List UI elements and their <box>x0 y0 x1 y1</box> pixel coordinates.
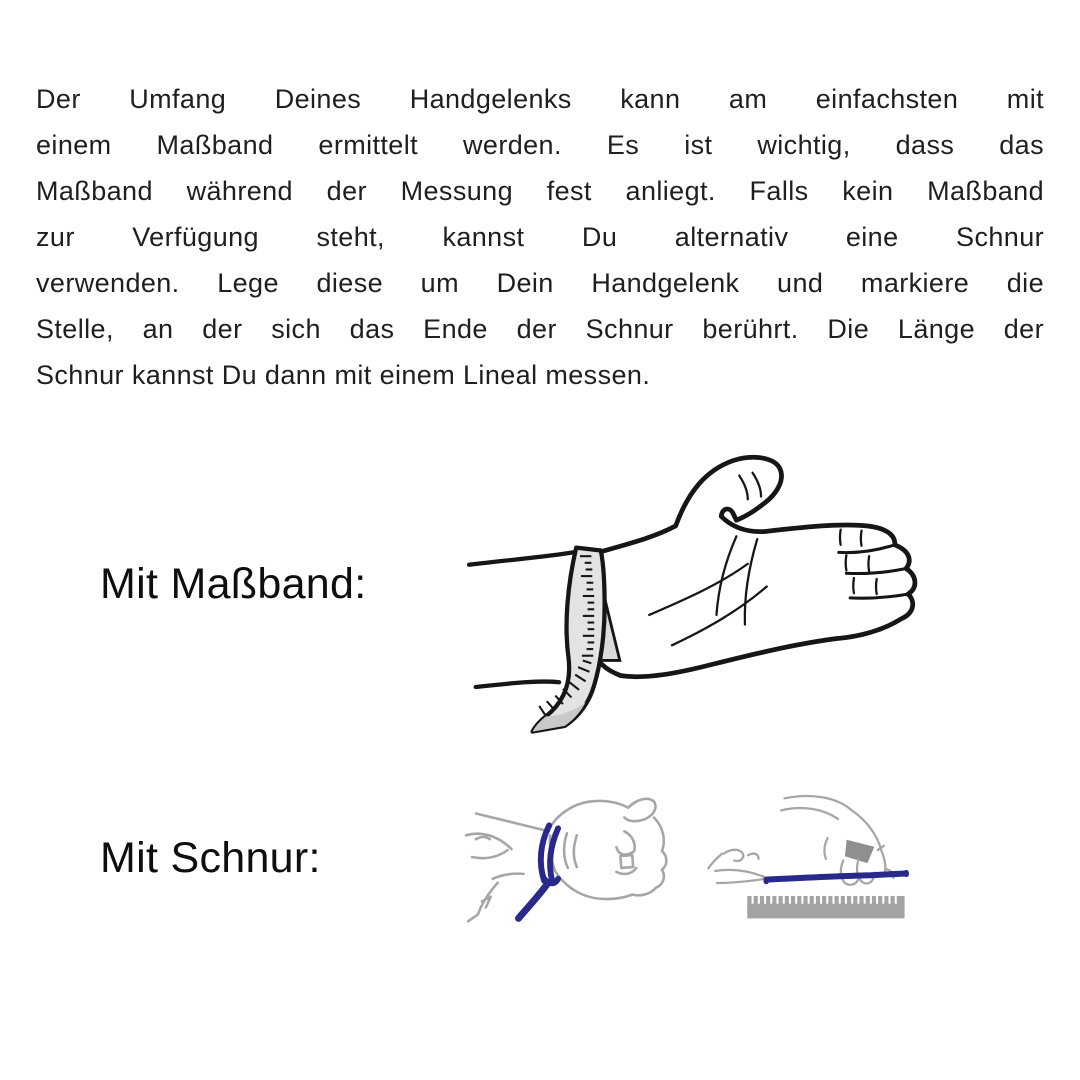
intro-line: Der Umfang Deines Handgelenks kann am einfachsten mit <box>36 84 1044 114</box>
tape-section-label: Mit Maßband: <box>100 560 367 608</box>
intro-line: Schnur kannst Du dann mit einem Lineal messen. <box>36 360 651 390</box>
intro-line: verwenden. Lege diese um Dein Handgelenk und markiere die <box>36 268 1044 298</box>
intro-line: einem Maßband ermittelt werden. Es ist wichtig, dass das <box>36 130 1044 160</box>
measuring-tape-hand-icon <box>452 444 926 748</box>
intro-line: zur Verfügung steht, kannst Du alternativ eine Schnur <box>36 222 1044 252</box>
string-section-label: Mit Schnur: <box>100 834 321 882</box>
intro-line: Stelle, an der sich das Ende der Schnur berührt. Die Länge der <box>36 314 1044 344</box>
string-around-wrist-icon <box>438 772 686 950</box>
string-on-ruler-icon <box>698 786 940 942</box>
intro-line: Maßband während der Messung fest anliegt. Falls kein Maßband <box>36 176 1044 206</box>
intro-paragraph <box>36 76 1044 398</box>
